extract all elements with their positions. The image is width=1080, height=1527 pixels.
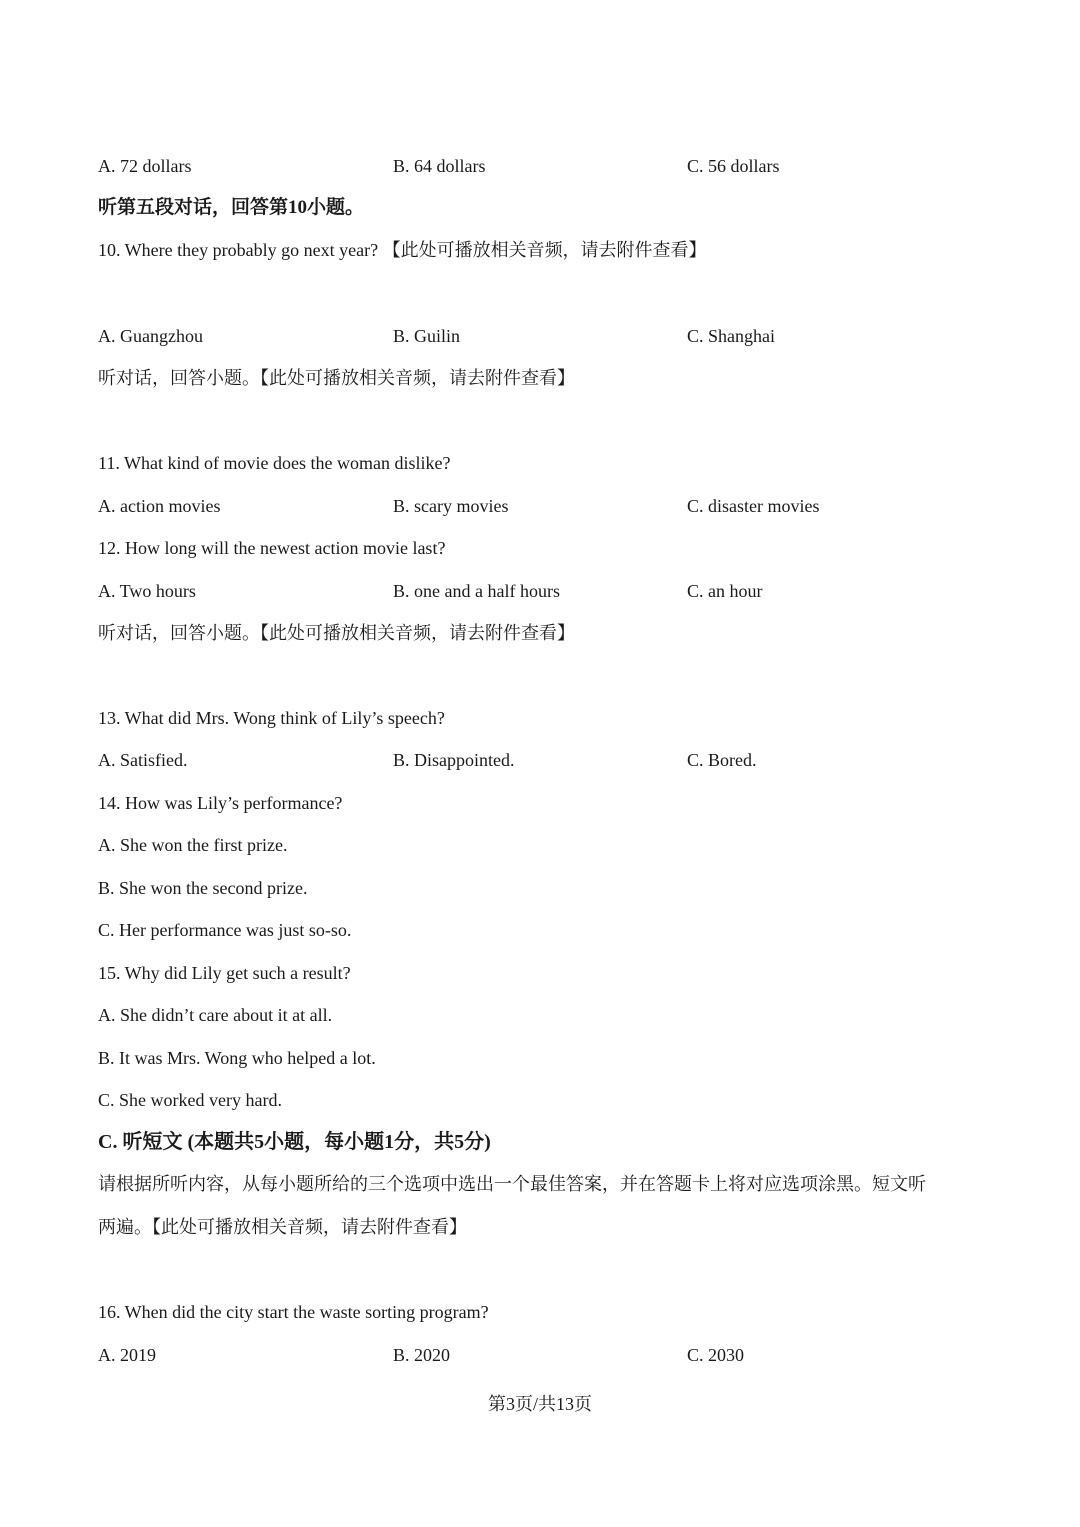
q11-question: 11. What kind of movie does the woman dislike? xyxy=(98,453,451,473)
q9-option-a: A. 72 dollars xyxy=(98,156,192,176)
q10-option-b: B. Guilin xyxy=(393,326,461,346)
q10-option-c: C. Shanghai xyxy=(687,326,775,346)
q16-option-a: A. 2019 xyxy=(98,1345,156,1365)
q13-option-b: B. Disappointed. xyxy=(393,750,515,770)
q13-option-a: A. Satisfied. xyxy=(98,750,188,770)
q13-option-c: C. Bored. xyxy=(687,750,757,770)
q12-option-b: B. one and a half hours xyxy=(393,581,560,601)
q13-question: 13. What did Mrs. Wong think of Lily’s speech? xyxy=(98,708,445,728)
q15-option-c: C. She worked very hard. xyxy=(98,1090,282,1110)
q11-option-a: A. action movies xyxy=(98,496,221,516)
listen-prompt-1: 听对话，回答小题。【此处可播放相关音频，请去附件查看】 xyxy=(98,368,575,388)
listen-prompt-2: 听对话，回答小题。【此处可播放相关音频，请去附件查看】 xyxy=(98,623,575,643)
q16-option-b: B. 2020 xyxy=(393,1345,451,1365)
q14-option-b: B. She won the second prize. xyxy=(98,878,308,898)
q11-option-c: C. disaster movies xyxy=(687,496,820,516)
q16-question: 16. When did the city start the waste sorting program? xyxy=(98,1302,489,1322)
q12-question: 12. How long will the newest action movie last? xyxy=(98,538,446,558)
section-c-instruction-line1: 请根据所听内容，从每小题所给的三个选项中选出一个最佳答案，并在答题卡上将对应选项涂黑。短文听 xyxy=(98,1174,926,1194)
section-c-title: C. 听短文 (本题共5小题，每小题1分，共5分) xyxy=(98,1131,491,1153)
q14-option-a: A. She won the first prize. xyxy=(98,835,288,855)
q9-option-c: C. 56 dollars xyxy=(687,156,780,176)
q15-option-b: B. It was Mrs. Wong who helped a lot. xyxy=(98,1048,376,1068)
q15-option-a: A. She didn’t care about it at all. xyxy=(98,1005,333,1025)
page-number-footer: 第3页/共13页 xyxy=(487,1394,592,1414)
q9-option-b: B. 64 dollars xyxy=(393,156,486,176)
section5-heading: 听第五段对话，回答第10小题。 xyxy=(98,197,365,218)
q14-question: 14. How was Lily’s performance? xyxy=(98,793,343,813)
section-c-instruction-line2: 两遍。【此处可播放相关音频，请去附件查看】 xyxy=(98,1217,467,1237)
q10-question: 10. Where they probably go next year? 【此处可播放相关音频，请去附件查看】 xyxy=(98,240,707,260)
q16-option-c: C. 2030 xyxy=(687,1345,745,1365)
q14-option-c: C. Her performance was just so-so. xyxy=(98,920,352,940)
q10-option-a: A. Guangzhou xyxy=(98,326,203,346)
q11-option-b: B. scary movies xyxy=(393,496,509,516)
q12-option-c: C. an hour xyxy=(687,581,763,601)
q15-question: 15. Why did Lily get such a result? xyxy=(98,963,351,983)
q12-option-a: A. Two hours xyxy=(98,581,196,601)
